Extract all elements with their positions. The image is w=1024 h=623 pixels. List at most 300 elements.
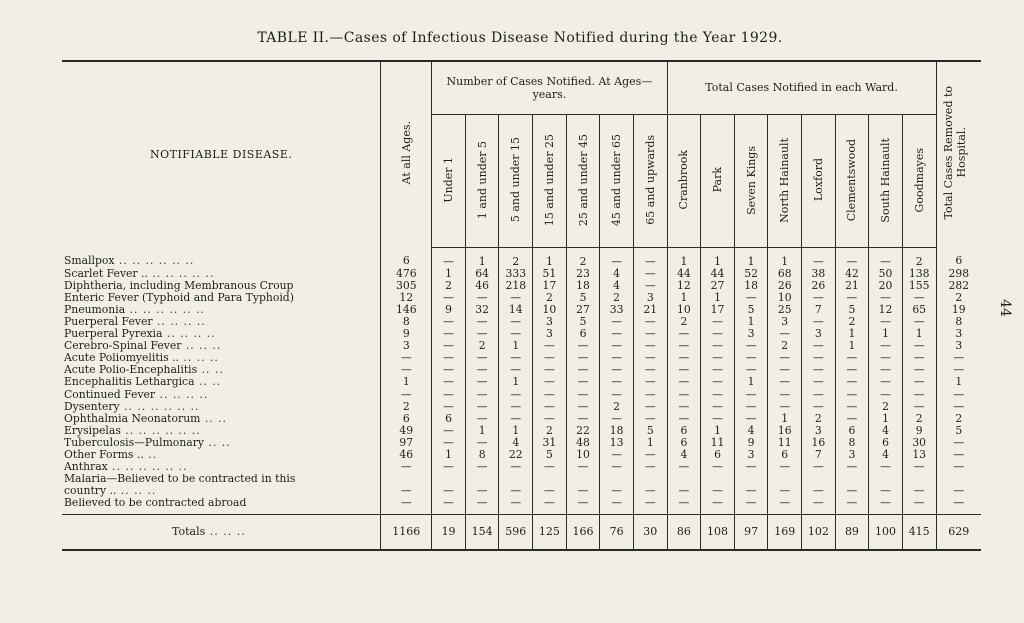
table-cell: 5 (566, 316, 600, 328)
table-cell: 13 (902, 449, 936, 461)
table-cell: — (499, 328, 533, 340)
disease-name: Continued Fever .. .. .. .. (64, 388, 209, 401)
table-cell: — (667, 401, 701, 413)
table-cell: — (600, 377, 634, 389)
table-cell: — (701, 413, 735, 425)
table-cell: — (869, 316, 903, 328)
table-cell: 21 (633, 304, 667, 316)
table-cell: — (600, 328, 634, 340)
table-cell: — (936, 353, 981, 365)
ward-header: Goodmayes (902, 115, 936, 248)
table-cell: — (465, 353, 499, 365)
table-cell: — (869, 365, 903, 377)
table-cell (499, 474, 533, 486)
table-cell: 2 (869, 401, 903, 413)
table-cell: — (835, 498, 869, 515)
table-cell: — (802, 316, 836, 328)
table-cell: — (869, 353, 903, 365)
ward-header: Cranbrook (667, 115, 701, 248)
table-cell: 10 (533, 304, 567, 316)
table-row (62, 486, 981, 498)
table-cell: — (533, 486, 567, 498)
table-cell: 18 (734, 280, 768, 292)
table-cell: — (701, 365, 735, 377)
table-cell: — (936, 437, 981, 449)
table-cell: — (600, 413, 634, 425)
table-row (62, 498, 981, 515)
table-cell: — (667, 328, 701, 340)
table-cell: 7 (802, 304, 836, 316)
table-cell: — (902, 365, 936, 377)
table-cell: 2 (667, 316, 701, 328)
disease-name: Anthrax .. .. .. .. .. .. (64, 461, 188, 474)
table-cell: 4 (734, 425, 768, 437)
table-cell: 1 (734, 248, 768, 269)
table-cell: 333 (499, 268, 533, 280)
table-cell (381, 474, 432, 486)
total-cell: 125 (533, 514, 567, 550)
table-cell: — (734, 401, 768, 413)
table-cell: — (835, 486, 869, 498)
table-cell: — (533, 413, 567, 425)
table-cell: — (633, 401, 667, 413)
table-cell: — (499, 365, 533, 377)
table-cell: — (633, 377, 667, 389)
table-cell: — (936, 486, 981, 498)
table-cell: — (802, 365, 836, 377)
table-cell: 9 (432, 304, 466, 316)
table-cell: — (768, 365, 802, 377)
table-cell: — (835, 365, 869, 377)
table-cell: — (566, 401, 600, 413)
disease-name: Erysipelas .. .. .. .. .. .. (64, 425, 201, 437)
wards-group-header: Total Cases Notified in each Ward. (667, 61, 936, 115)
table-cell (465, 474, 499, 486)
table-cell: 1 (633, 437, 667, 449)
table-cell: — (734, 462, 768, 474)
table-cell: 10 (768, 292, 802, 304)
table-cell: 44 (701, 268, 735, 280)
table-cell: — (835, 248, 869, 269)
disease-name: Diphtheria, including Membranous Croup (64, 280, 294, 292)
table-cell: 1 (768, 248, 802, 269)
table-cell: 6 (381, 413, 432, 425)
table-cell: 1 (381, 377, 432, 389)
table-cell: 8 (835, 437, 869, 449)
table-cell: 5 (936, 425, 981, 437)
table-row (62, 474, 981, 486)
table-cell: 1 (734, 316, 768, 328)
table-cell: 6 (701, 449, 735, 461)
table-cell: — (499, 498, 533, 515)
totals-label: Totals .. .. .. (62, 514, 381, 550)
disease-name: Scarlet Fever .. .. .. .. .. .. (64, 268, 215, 280)
table-cell: — (533, 462, 567, 474)
table-cell: 7 (802, 449, 836, 461)
table-cell: 6 (381, 248, 432, 269)
table-cell: — (432, 425, 466, 437)
table-cell: 2 (768, 341, 802, 353)
table-cell: 14 (499, 304, 533, 316)
table-cell (869, 474, 903, 486)
disease-name: Dysentery .. .. .. .. .. .. (64, 401, 200, 413)
table-row (62, 365, 981, 377)
table-cell: 13 (600, 437, 634, 449)
table-cell: — (902, 353, 936, 365)
table-cell: 1 (667, 248, 701, 269)
table-cell: 1 (465, 248, 499, 269)
table-cell: 32 (465, 304, 499, 316)
table-cell: 3 (533, 316, 567, 328)
table-cell: — (802, 462, 836, 474)
table-cell: 282 (936, 280, 981, 292)
table-cell: 1 (432, 268, 466, 280)
table-cell: 49 (381, 425, 432, 437)
table-cell: — (600, 353, 634, 365)
table-cell: 2 (600, 292, 634, 304)
table-cell: 8 (465, 449, 499, 461)
table-cell: — (432, 437, 466, 449)
table-cell: — (432, 248, 466, 269)
table-cell: — (432, 462, 466, 474)
table-row (62, 462, 981, 474)
table-cell: 476 (381, 268, 432, 280)
table-cell: — (533, 353, 567, 365)
table-cell: — (465, 377, 499, 389)
table-row (62, 304, 981, 316)
disease-name: Cerebro-Spinal Fever .. .. .. (64, 340, 222, 353)
table-cell: — (734, 353, 768, 365)
table-cell: 42 (835, 268, 869, 280)
table-row (62, 413, 981, 425)
total-cell: 166 (566, 514, 600, 550)
table-cell: — (936, 449, 981, 461)
table-cell (734, 474, 768, 486)
table-cell: — (499, 401, 533, 413)
table-cell: 22 (499, 449, 533, 461)
table-cell: 46 (381, 449, 432, 461)
age-header: 15 and under 25 (533, 115, 567, 248)
disease-name: Puerperal Fever .. .. .. .. (64, 316, 206, 329)
table-cell: — (701, 341, 735, 353)
table-cell: 65 (902, 304, 936, 316)
table-cell: — (633, 486, 667, 498)
table-cell: 1 (465, 425, 499, 437)
table-cell: — (465, 328, 499, 340)
table-cell: — (633, 462, 667, 474)
table-cell: 48 (566, 437, 600, 449)
table-cell: — (566, 462, 600, 474)
table-cell: 3 (936, 328, 981, 340)
table-cell: 3 (533, 328, 567, 340)
table-cell: — (902, 401, 936, 413)
table-cell: 11 (701, 437, 735, 449)
table-cell: — (600, 389, 634, 401)
table-cell: — (465, 365, 499, 377)
disease-name: Enteric Fever (Typhoid and Para Typhoid) (64, 292, 294, 304)
table-cell: — (869, 486, 903, 498)
table-cell: 4 (869, 425, 903, 437)
table-cell: — (381, 353, 432, 365)
table-cell: — (802, 292, 836, 304)
disease-name: Encephalitis Lethargica .. .. (64, 376, 222, 389)
table-cell: — (768, 389, 802, 401)
table-cell (566, 474, 600, 486)
table-cell: 2 (835, 316, 869, 328)
table-cell: 3 (734, 328, 768, 340)
table-cell: — (432, 328, 466, 340)
ward-header: Park (701, 115, 735, 248)
table-cell: — (768, 353, 802, 365)
table-cell: — (432, 316, 466, 328)
table-cell: — (902, 462, 936, 474)
table-cell: — (465, 316, 499, 328)
totals-row (62, 514, 981, 550)
table-cell: 46 (465, 280, 499, 292)
table-cell: — (902, 316, 936, 328)
table-cell: — (902, 377, 936, 389)
table-cell: 2 (936, 413, 981, 425)
table-cell: 3 (835, 449, 869, 461)
table-cell: — (533, 389, 567, 401)
table-cell: 1 (667, 292, 701, 304)
table-cell: 18 (600, 425, 634, 437)
table-row (62, 316, 981, 328)
table-cell: — (667, 365, 701, 377)
disease-name: Acute Poliomyelitis .. .. .. .. (64, 352, 219, 365)
table-cell: — (465, 486, 499, 498)
table-cell: — (734, 292, 768, 304)
table-cell: 18 (566, 280, 600, 292)
disease-name: Tuberculosis—Pulmonary .. .. (64, 437, 231, 449)
table-cell: 17 (533, 280, 567, 292)
table-cell: 2 (533, 292, 567, 304)
table-cell: 218 (499, 280, 533, 292)
table-cell: 20 (869, 280, 903, 292)
table-cell (600, 474, 634, 486)
table-cell: — (936, 365, 981, 377)
total-cell: 86 (667, 514, 701, 550)
total-cell: 19 (432, 514, 466, 550)
table-row (62, 389, 981, 401)
table-cell: 25 (768, 304, 802, 316)
ward-header: South Hainault (869, 115, 903, 248)
table-cell: — (499, 389, 533, 401)
table-cell: — (835, 377, 869, 389)
age-header: 65 and upwards (633, 115, 667, 248)
table-cell: — (381, 462, 432, 474)
total-cell: 108 (701, 514, 735, 550)
table-cell: — (734, 365, 768, 377)
table-cell: 12 (869, 304, 903, 316)
table-header (62, 61, 981, 248)
table-cell: 27 (701, 280, 735, 292)
table-cell: — (465, 498, 499, 515)
table-cell: 1 (936, 377, 981, 389)
table-cell: — (600, 341, 634, 353)
total-cell: 30 (633, 514, 667, 550)
table-cell: — (667, 498, 701, 515)
table-cell: — (902, 341, 936, 353)
table-cell: — (566, 486, 600, 498)
table-cell: — (465, 401, 499, 413)
table-cell: — (499, 486, 533, 498)
table-cell: 5 (734, 304, 768, 316)
total-cell: 76 (600, 514, 634, 550)
table-cell: — (734, 389, 768, 401)
table-cell: 2 (936, 292, 981, 304)
table-cell: — (936, 462, 981, 474)
table-cell: — (667, 353, 701, 365)
table-cell: — (381, 365, 432, 377)
table-cell: 5 (566, 292, 600, 304)
table-cell: — (802, 353, 836, 365)
table-cell: 1 (835, 341, 869, 353)
table-cell: — (432, 401, 466, 413)
table-cell: 3 (734, 449, 768, 461)
table-cell: 138 (902, 268, 936, 280)
table-cell (835, 474, 869, 486)
table-cell: 1 (499, 341, 533, 353)
table-row (62, 280, 981, 292)
ward-header: Loxford (802, 115, 836, 248)
table-cell: 12 (381, 292, 432, 304)
table-cell: — (802, 377, 836, 389)
all-ages-header: At all Ages. (381, 61, 432, 248)
table-row (62, 328, 981, 340)
table-row (62, 449, 981, 461)
table-cell: — (600, 498, 634, 515)
table-cell: — (566, 341, 600, 353)
total-cell: 102 (802, 514, 836, 550)
total-cell: 415 (902, 514, 936, 550)
table-cell: — (734, 486, 768, 498)
table-cell: — (835, 389, 869, 401)
table-cell: — (566, 365, 600, 377)
total-cell: 1166 (381, 514, 432, 550)
table-cell: — (734, 498, 768, 515)
table-cell (533, 474, 567, 486)
table-cell: 2 (566, 248, 600, 269)
table-cell: 1 (835, 328, 869, 340)
table-cell: — (902, 498, 936, 515)
table-cell: — (633, 353, 667, 365)
table-cell: 4 (600, 280, 634, 292)
table-cell: 1 (902, 328, 936, 340)
table-cell: — (432, 486, 466, 498)
table-cell: — (381, 389, 432, 401)
table-cell: 9 (381, 328, 432, 340)
table-cell: 2 (600, 401, 634, 413)
table-cell: 3 (802, 328, 836, 340)
table-row (62, 437, 981, 449)
table-cell: — (869, 389, 903, 401)
table-cell (432, 474, 466, 486)
table-cell: — (633, 316, 667, 328)
table-cell: — (600, 462, 634, 474)
table-row (62, 401, 981, 413)
table-cell: 4 (499, 437, 533, 449)
table-cell: — (381, 498, 432, 515)
disease-name: Malaria—Believed to be contracted in this (64, 473, 296, 486)
table-cell: 1 (869, 328, 903, 340)
table-cell: 10 (566, 449, 600, 461)
table-cell: — (667, 377, 701, 389)
disease-name: Believed to be contracted abroad (64, 497, 247, 510)
table-cell: — (465, 462, 499, 474)
table-cell: 27 (566, 304, 600, 316)
table-cell: — (869, 377, 903, 389)
table-cell: — (768, 498, 802, 515)
table-cell: — (633, 328, 667, 340)
table-cell: — (869, 292, 903, 304)
table-cell: 23 (566, 268, 600, 280)
table-cell: — (802, 248, 836, 269)
table-cell: 4 (600, 268, 634, 280)
ward-header: North Hainault (768, 115, 802, 248)
table-cell (802, 474, 836, 486)
table-cell: 6 (667, 425, 701, 437)
table-cell: — (835, 413, 869, 425)
disease-name: Acute Polio-Encephalitis .. .. (64, 364, 224, 377)
table-cell: 1 (869, 413, 903, 425)
table-cell: 2 (432, 280, 466, 292)
table-cell: — (432, 365, 466, 377)
table-cell: 3 (633, 292, 667, 304)
table-cell: — (633, 449, 667, 461)
table-cell: 6 (869, 437, 903, 449)
table-cell: — (499, 292, 533, 304)
table-cell: 9 (902, 425, 936, 437)
table-row (62, 292, 981, 304)
table-cell: 2 (499, 248, 533, 269)
disease-name: Pneumonia .. .. .. .. .. .. (64, 304, 205, 316)
table-cell: — (633, 365, 667, 377)
table-row (62, 248, 981, 269)
table-cell: — (835, 353, 869, 365)
table-cell: 305 (381, 280, 432, 292)
table-cell: — (533, 341, 567, 353)
total-cell: 629 (936, 514, 981, 550)
table-cell: — (633, 341, 667, 353)
table-cell: 155 (902, 280, 936, 292)
page-number: 44 (996, 299, 1013, 317)
table-row (62, 377, 981, 389)
table-cell: 11 (768, 437, 802, 449)
table-cell (633, 474, 667, 486)
table-cell: — (869, 462, 903, 474)
table-cell: — (701, 328, 735, 340)
table-cell: — (465, 389, 499, 401)
table-cell: — (667, 486, 701, 498)
table-cell: — (633, 268, 667, 280)
table-cell: — (381, 486, 432, 498)
table-cell: 33 (600, 304, 634, 316)
table-cell: — (499, 353, 533, 365)
age-header: 25 and under 45 (566, 115, 600, 248)
table-cell: — (734, 413, 768, 425)
table-body (62, 248, 981, 550)
age-header: Under 1 (432, 115, 466, 248)
table-cell: — (734, 341, 768, 353)
table-cell: 9 (734, 437, 768, 449)
table-cell: 2 (465, 341, 499, 353)
table-cell: — (432, 389, 466, 401)
disease-name: Other Forms .. .. (64, 449, 158, 462)
table-cell: — (667, 462, 701, 474)
table-cell: 2 (902, 413, 936, 425)
table-cell: — (633, 389, 667, 401)
